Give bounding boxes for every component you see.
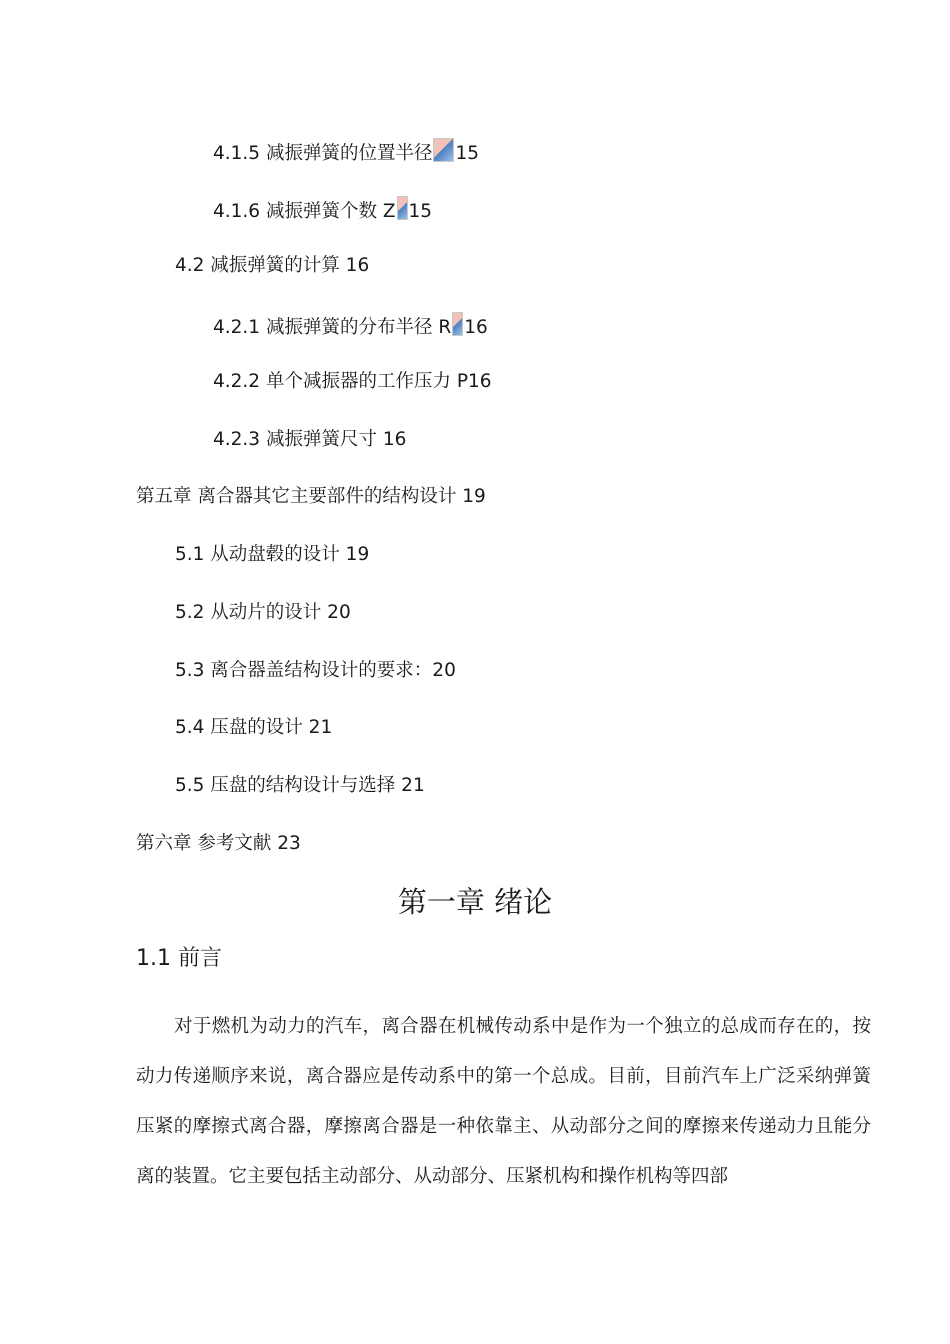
toc-entry-5-3[interactable] [175,659,456,683]
section-title: 1.1 前言 [136,946,222,971]
toc-entry-5-1[interactable] [175,543,369,567]
formula-image-icon [433,138,454,162]
formula-image-icon [452,312,463,336]
toc-entry-text: 4.1.6 减振弹簧个数 Z [213,201,396,222]
toc-entry-text: 4.1.5 减振弹簧的位置半径 [213,143,433,164]
toc-entry-text: 第六章 参考文献 23 [136,833,301,854]
toc-entry-text: 第五章 离合器其它主要部件的结构设计 19 [136,486,486,507]
toc-entry-5-4[interactable] [175,716,332,740]
toc-entry-text: 5.1 从动盘毂的设计 19 [175,544,370,565]
toc-entry-text: 5.5 压盘的结构设计与选择 21 [175,775,425,796]
toc-entry-5-2[interactable] [175,601,351,625]
toc-entry-5-5[interactable] [175,774,425,798]
toc-entry-text: 4.2.3 减振弹簧尺寸 16 [213,429,407,450]
toc-entry-chapter-5[interactable] [136,485,486,509]
toc-entry-page: 15 [408,201,433,222]
toc-entry-chapter-6[interactable] [136,832,301,856]
chapter-title: 第一章 绪论 [397,885,553,919]
toc-entry-4-1-5[interactable] [213,138,479,166]
toc-entry-text: 5.2 从动片的设计 20 [175,602,351,623]
body-paragraph: 对于燃机为动力的汽车，离合器在机械传动系中是作为一个独立的总成而存在的，按动力传递顺序来说，离合器应是传动系中的第一个总成。目前，目前汽车上广泛采纳弹簧压紧的摩擦式离合器，摩擦离合器是一种依靠主、从动部分之间的摩擦来传递动力且能分离的装置。它主要包括主动部分、从动部分、压紧机构和操作机构等四部 [136,1016,871,1187]
toc-entry-4-2-2[interactable] [213,370,492,394]
toc-entry-page: 15 [455,143,480,164]
toc-entry-4-2-1[interactable] [213,312,488,340]
toc-entry-text: 4.2.2 单个减振器的工作压力 P16 [213,371,492,392]
toc-entry-page: 16 [464,317,488,338]
toc-entry-4-1-6[interactable] [213,196,432,224]
toc-entry-text: 4.2.1 减振弹簧的分布半径 R [213,317,452,338]
toc-entry-4-2-3[interactable] [213,428,406,452]
formula-image-icon [397,196,408,220]
toc-entry-text: 5.3 离合器盖结构设计的要求：20 [175,660,456,681]
toc-entry-4-2[interactable] [175,254,369,278]
toc-entry-text: 4.2 减振弹簧的计算 16 [175,255,370,276]
toc-entry-text: 5.4 压盘的设计 21 [175,717,333,738]
